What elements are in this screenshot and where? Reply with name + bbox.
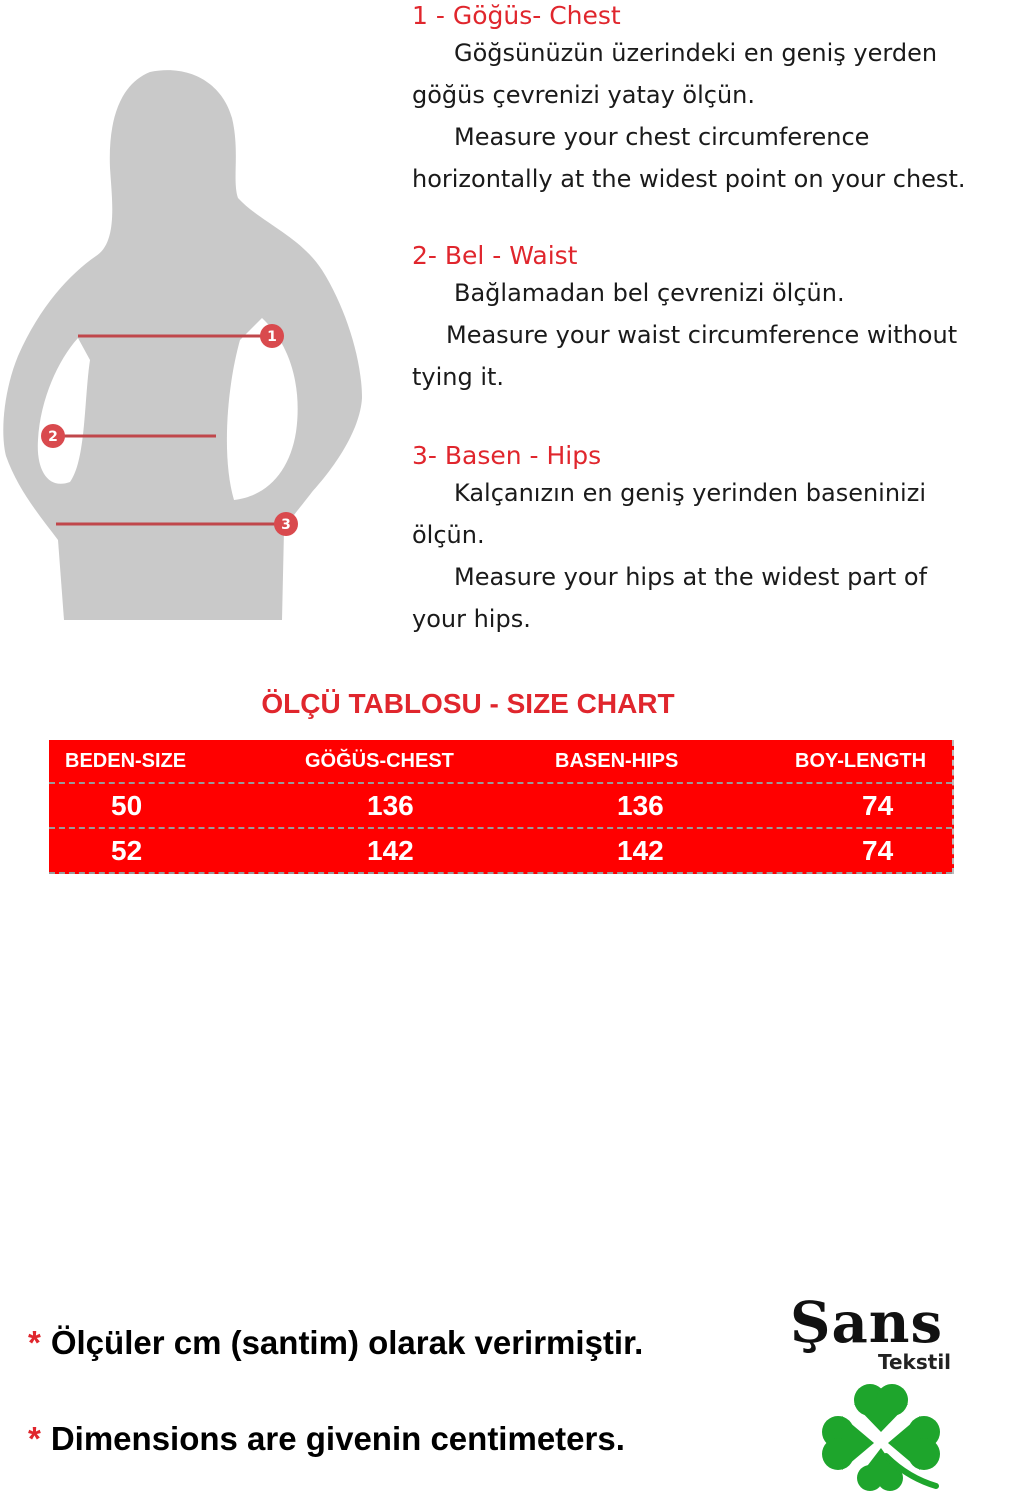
note-turkish (28, 1324, 643, 1362)
hips-text-tr-cont: ölçün. (412, 521, 485, 549)
silhouette (3, 70, 362, 620)
cell-hips: 142 (617, 834, 664, 866)
cell-length: 74 (862, 789, 894, 821)
hips-text-en: Measure your hips at the widest part of (454, 563, 928, 591)
cell-hips: 136 (617, 789, 664, 821)
note-star: * (28, 1324, 41, 1361)
chest-text-tr-cont: göğüs çevrenizi yatay ölçün. (412, 81, 755, 109)
body-measurement-figure (0, 60, 370, 630)
marker-1 (260, 324, 284, 348)
waist-section (412, 240, 1034, 398)
table-header-row (49, 740, 952, 784)
hips-title: 3- Basen - Hips (412, 441, 602, 470)
waist-text-en-cont: tying it. (412, 363, 505, 391)
note-turkish-text: Ölçüler cm (santim) olarak verirmiştir. (50, 1324, 644, 1361)
chest-text-en-cont: horizontally at the widest point on your chest. (412, 165, 966, 193)
waist-text-en: Measure your waist circumference without (446, 321, 958, 349)
hips-text-en-cont: your hips. (412, 605, 531, 633)
marker-2 (41, 424, 65, 448)
svg-text:3: 3 (281, 517, 291, 533)
clover-icon (820, 1382, 950, 1492)
cell-size: 50 (111, 789, 143, 821)
table-row (49, 829, 952, 874)
svg-text:2: 2 (48, 429, 58, 445)
hips-section (412, 440, 1034, 640)
table-row (49, 784, 952, 829)
hips-text-tr: Kalçanızın en geniş yerinden baseninizi (454, 479, 926, 507)
logo-wordmark: Şans (790, 1290, 943, 1356)
chest-text-en: Measure your chest circumference (454, 123, 870, 151)
cell-length: 74 (862, 834, 894, 866)
note-star: * (28, 1420, 41, 1457)
header-chest: GÖĞÜS-CHEST (305, 749, 454, 772)
header-size: BEDEN-SIZE (65, 749, 187, 772)
chest-text-tr: Göğsünüzün üzerindeki en geniş yerden (454, 39, 938, 67)
sans-tekstil-logo (790, 1290, 980, 1500)
note-english-text: Dimensions are givenin centimeters. (50, 1420, 625, 1457)
header-length: BOY-LENGTH (795, 749, 927, 772)
header-hips: BASEN-HIPS (555, 749, 679, 772)
cell-chest: 136 (367, 789, 414, 821)
cell-size: 52 (111, 834, 143, 866)
size-chart-table (49, 740, 954, 874)
waist-text-tr: Bağlamadan bel çevrenizi ölçün. (454, 279, 845, 307)
measurement-instructions (412, 0, 1034, 640)
note-english (28, 1420, 625, 1458)
waist-title: 2- Bel - Waist (412, 241, 578, 270)
chest-section (412, 0, 1034, 200)
logo-subtitle: Tekstil (878, 1350, 952, 1374)
chest-title: 1 - Göğüs- Chest (412, 1, 621, 30)
svg-text:1: 1 (267, 329, 277, 345)
marker-3 (274, 512, 298, 536)
size-chart-title: ÖLÇÜ TABLOSU - SIZE CHART (261, 688, 675, 719)
cell-chest: 142 (367, 834, 414, 866)
